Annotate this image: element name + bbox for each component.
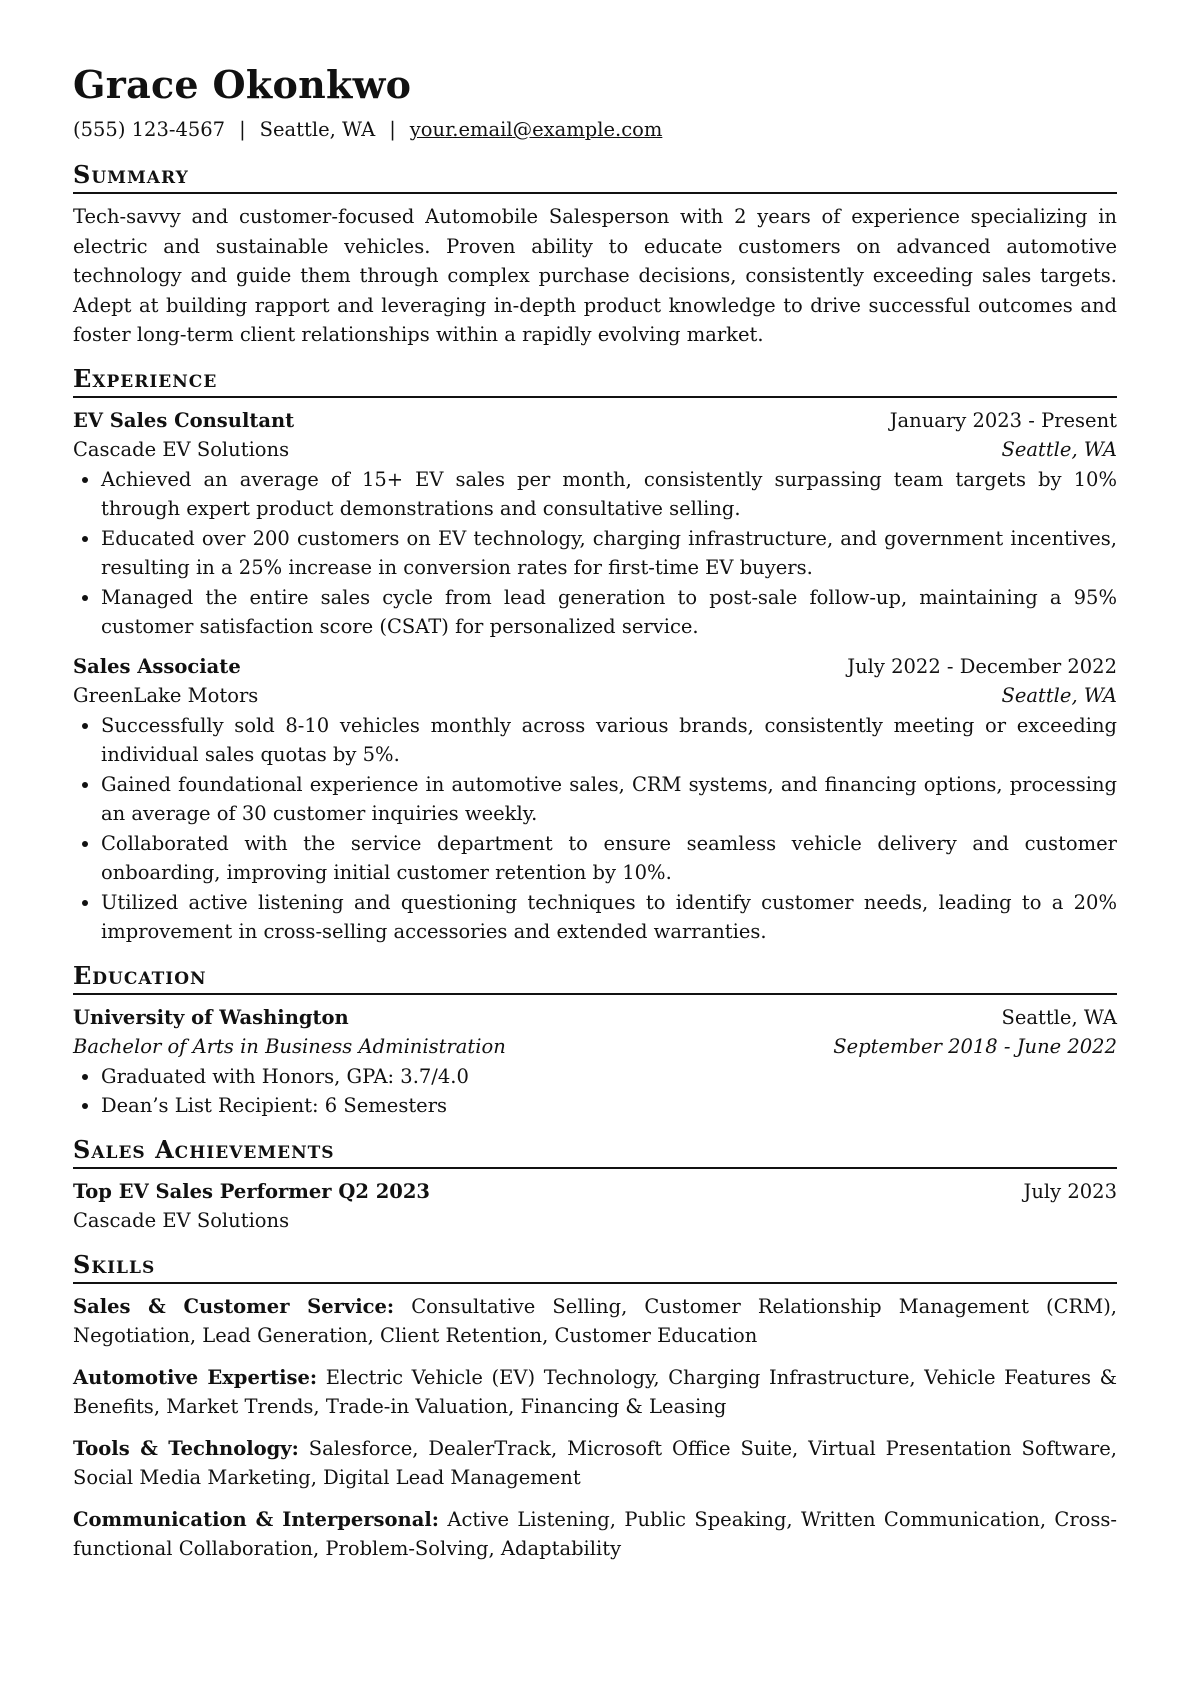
section-title-summary: Summary: [73, 160, 1117, 194]
school-location: Seattle, WA: [1001, 1005, 1117, 1029]
degree: Bachelor of Arts in Business Administration: [73, 1035, 506, 1058]
separator: |: [239, 118, 246, 142]
list-item: • Successfully sold 8-10 vehicles monthly across various brands, consistently meeting or exceeding individual sales quotas by 5%.: [101, 711, 1117, 770]
job-header: [73, 406, 1117, 436]
summary-text: Tech-savvy and customer-focused Automobile Salesperson with 2 years of experience specializing in electric and sustainable vehicles. Proven ability to educate customers on advanced automotive technology and guide them through complex purchase decisions, consistently exceeding sales targets. Adept at building rapport and leveraging in-depth product knowledge to drive successful outcomes and foster long-term client relationships within a rapidly evolving market.: [73, 205, 1117, 346]
list-item: • Utilized active listening and questioning techniques to identify customer needs, leading to a 20% improvement in cross-selling accessories and extended warranties.: [101, 888, 1117, 947]
skill-label: Tools & Technology:: [73, 1436, 299, 1460]
candidate-name: Grace Okonkwo: [73, 62, 412, 107]
award-org: Cascade EV Solutions: [73, 1209, 290, 1232]
section-title-education: Education: [73, 961, 1117, 995]
separator: |: [389, 118, 396, 142]
phone: (555) 123-4567: [73, 118, 226, 142]
skill-items: Salesforce, DealerTrack, Microsoft Office Suite, Virtual Presentation Software, Social Media Marketing, Digital Lead Management: [73, 1436, 1117, 1489]
job-role: Sales Associate: [73, 654, 241, 678]
section-title-skills: Skills: [73, 1250, 1117, 1284]
email-link[interactable]: your.email@example.com: [409, 118, 663, 142]
education-dates: September 2018 - June 2022: [833, 1035, 1117, 1058]
list-item: • Educated over 200 customers on EV technology, charging infrastructure, and government incentives, resulting in a 25% increase in conversion rates for first-time EV buyers.: [101, 524, 1117, 583]
list-item: • Graduated with Honors, GPA: 3.7/4.0: [101, 1062, 1117, 1092]
achievement-header: [73, 1177, 1117, 1207]
skill-items: Electric Vehicle (EV) Technology, Charging Infrastructure, Vehicle Features & Benefits, Market Trends, Trade-in Valuation, Financing & Leasing: [73, 1365, 1117, 1418]
job-bullets: [73, 711, 1117, 947]
education-bullets: [73, 1062, 1117, 1121]
job-entry: [73, 406, 1117, 642]
job-subheader: [73, 681, 1117, 711]
skill-label: Communication & Interpersonal:: [73, 1507, 439, 1531]
job-header: [73, 652, 1117, 682]
skill-group: [73, 1505, 1117, 1564]
job-bullets: [73, 465, 1117, 642]
list-item: • Collaborated with the service department to ensure seamless vehicle delivery and customer onboarding, improving initial customer retention by 10%.: [101, 829, 1117, 888]
job-role: EV Sales Consultant: [73, 408, 295, 432]
job-location: Seattle, WA: [1001, 684, 1117, 707]
school-name: University of Washington: [73, 1005, 349, 1029]
skill-items: Active Listening, Public Speaking, Written Communication, Cross-functional Collaboration, Problem-Solving, Adaptability: [73, 1507, 1118, 1560]
skill-group: [73, 1363, 1117, 1422]
list-item: • Gained foundational experience in automotive sales, CRM systems, and financing options, processing an average of 30 customer inquiries weekly.: [101, 770, 1117, 829]
award-name: Top EV Sales Performer Q2 2023: [73, 1179, 430, 1203]
award-date: July 2023: [1023, 1179, 1117, 1203]
skill-items: Consultative Selling, Customer Relationship Management (CRM), Negotiation, Lead Generation, Client Retention, Customer Education: [73, 1294, 1117, 1347]
list-item: • Achieved an average of 15+ EV sales per month, consistently surpassing team targets by 10% through expert product demonstrations and consultative selling.: [101, 465, 1117, 524]
achievement-entry: [73, 1177, 1117, 1236]
contact-line: [73, 114, 1117, 146]
job-subheader: [73, 435, 1117, 465]
location: Seattle, WA: [259, 118, 376, 142]
section-title-achievements: Sales Achievements: [73, 1135, 1117, 1169]
skill-label: Sales & Customer Service:: [73, 1294, 395, 1318]
job-entry: [73, 652, 1117, 947]
list-item: • Dean’s List Recipient: 6 Semesters: [101, 1091, 1117, 1121]
education-header: [73, 1003, 1117, 1033]
job-location: Seattle, WA: [1001, 438, 1117, 461]
skill-label: Automotive Expertise:: [73, 1365, 318, 1389]
education-subheader: [73, 1032, 1117, 1062]
job-dates: July 2022 - December 2022: [847, 654, 1117, 678]
skill-group: [73, 1434, 1117, 1493]
section-title-experience: Experience: [73, 364, 1117, 398]
job-company: Cascade EV Solutions: [73, 438, 290, 461]
education-entry: [73, 1003, 1117, 1121]
job-dates: January 2023 - Present: [889, 408, 1117, 432]
list-item: • Managed the entire sales cycle from lead generation to post-sale follow-up, maintaining a 95% customer satisfaction score (CSAT) for personalized service.: [101, 583, 1117, 642]
skill-group: [73, 1292, 1117, 1351]
job-company: GreenLake Motors: [73, 684, 259, 707]
